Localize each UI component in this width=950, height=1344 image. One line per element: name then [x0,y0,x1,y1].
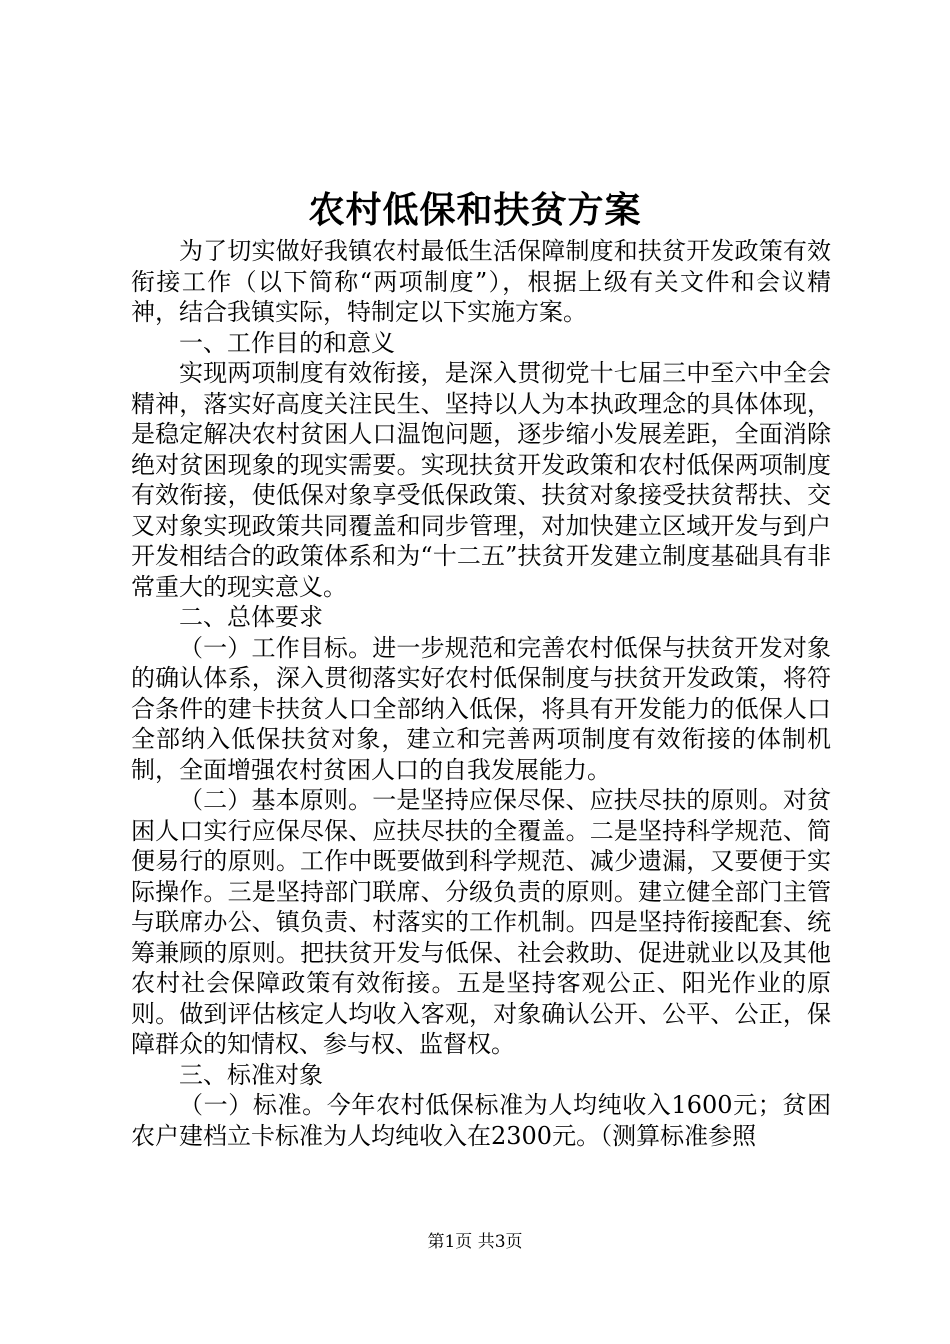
page-footer: 第1页 共3页 [427,1232,523,1252]
section-heading-1: 一、工作目的和意义 [179,328,395,357]
section-heading-3: 三、标准对象 [179,1060,323,1089]
document-title: 农村低保和扶贫方案 [308,189,642,231]
section-3-paragraph-standard: （一）标准。今年农村低保标准为人均纯收入1600元；贫困农户建档立卡标准为人均纯收入在2300元。（测算标准参照 [131,1091,831,1150]
section-2-paragraph-principles: （二）基本原则。一是坚持应保尽保、应扶尽扶的原则。对贫困人口实行应保尽保、应扶尽扶的全覆盖。二是坚持科学规范、简便易行的原则。工作中既要做到科学规范、减少遗漏，又要便于实际操作。三是坚持部门联席、分级负责的原则。建立健全部门主管与联席办公、镇负责、村落实的工作机制。四是坚持衔接配套、统筹兼顾的原则。把扶贫开发与低保、社会救助、促进就业以及其他农村社会保障政策有效衔接。五是坚持客观公正、阳光作业的原则。做到评估核定人均收入客观，对象确认公开、公平、公正，保障群众的知情权、参与权、监督权。 [131,786,831,1058]
intro-paragraph: 为了切实做好我镇农村最低生活保障制度和扶贫开发政策有效衔接工作（以下简称“两项制度”），根据上级有关文件和会议精神，结合我镇实际，特制定以下实施方案。 [131,237,831,326]
section-heading-2: 二、总体要求 [179,603,323,631]
document-body [131,236,831,1151]
section-2-paragraph-goal: （一）工作目标。进一步规范和完善农村低保与扶贫开发对象的确认体系，深入贯彻落实好农村低保制度与扶贫开发政策，将符合条件的建卡扶贫人口全部纳入低保，将具有开发能力的低保人口全部纳入低保扶贫对象，建立和完善两项制度有效衔接的体制机制，全面增强农村贫困人口的自我发展能力。 [131,633,831,784]
section-1-paragraph: 实现两项制度有效衔接，是深入贯彻党十七届三中至六中全会精神，落实好高度关注民生、坚持以人为本执政理念的具体体现，是稳定解决农村贫困人口温饱问题，逐步缩小发展差距，全面消除绝对贫困现象的现实需要。实现扶贫开发政策和农村低保两项制度有效衔接，使低保对象享受低保政策、扶贫对象接受扶贫帮扶、交叉对象实现政策共同覆盖和同步管理，对加快建立区域开发与到户开发相结合的政策体系和为“十二五”扶贫开发建立制度基础具有非常重大的现实意义。 [131,359,831,601]
